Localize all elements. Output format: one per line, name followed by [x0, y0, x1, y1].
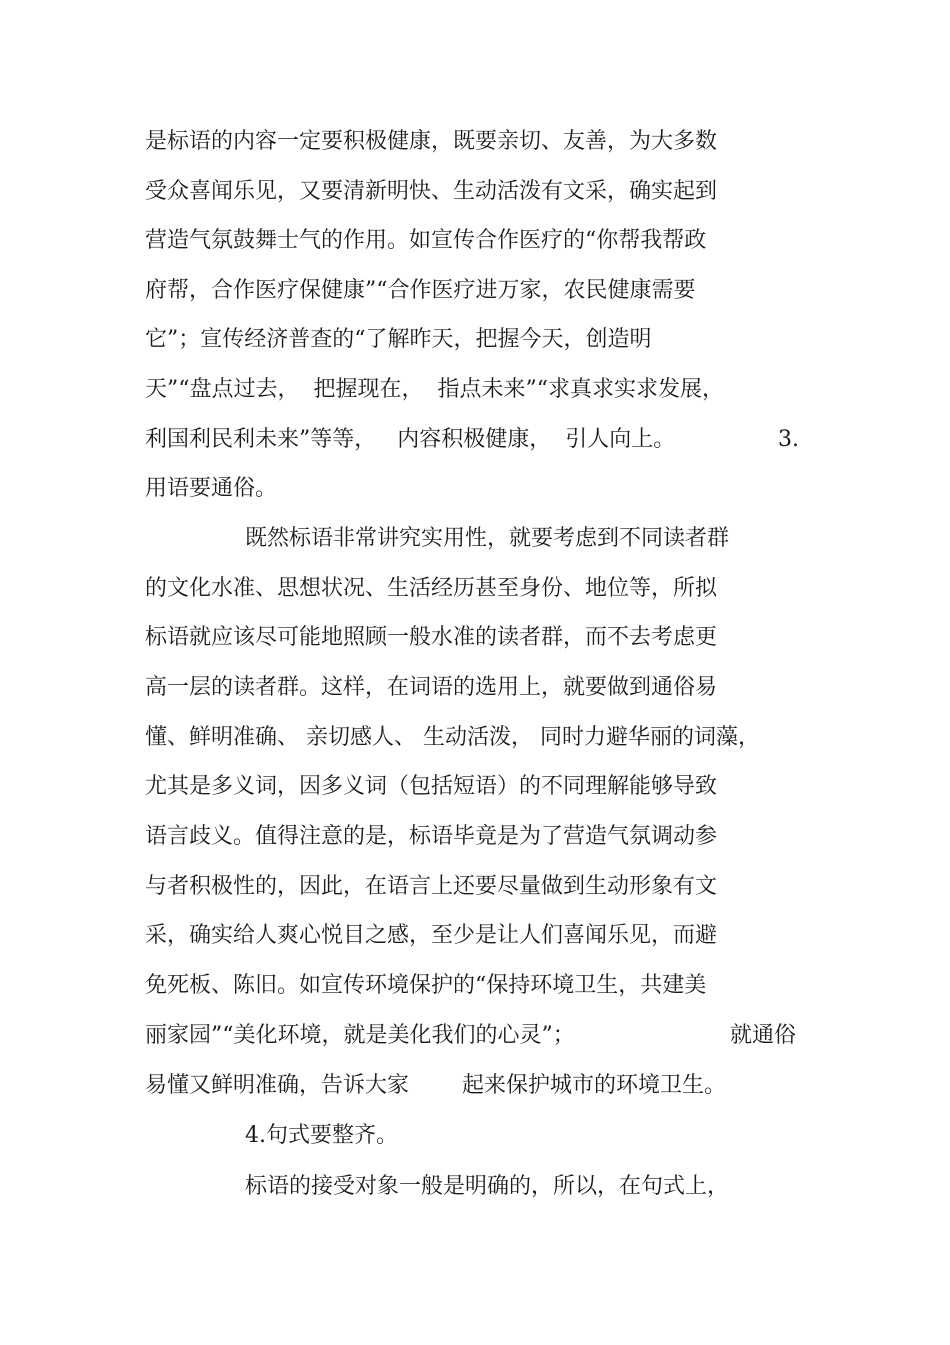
text-line-6: 天”“盘点过去， 把握现在， 指点未来”“求真求实求发展， — [145, 377, 724, 402]
text-line-18: 免死板、陈旧。如宣传环境保护的“保持环境卫生，共建美 — [145, 973, 707, 998]
text-line-10: 的文化水准、思想状况、生活经历甚至身份、地位等，所拟 — [145, 576, 718, 601]
text-line-17: 采，确实给人爽心悦目之感，至少是让人们喜闻乐见，而避 — [145, 923, 718, 948]
text-line-12: 高一层的读者群。这样，在词语的选用上，就要做到通俗易 — [145, 675, 718, 700]
text-line-1: 是标语的内容一定要积极健康，既要亲切、友善，为大多数 — [145, 129, 718, 154]
text-line-16: 与者积极性的，因此，在语言上还要尽量做到生动形象有文 — [145, 874, 718, 899]
section-number-3: 3. — [778, 427, 799, 452]
text-line-11: 标语就应该尽可能地照顾一般水准的读者群，而不去考虑更 — [145, 625, 718, 650]
text-line-14: 尤其是多义词，因多义词（包括短语）的不同理解能够导致 — [145, 774, 718, 799]
text-line-15: 语言歧义。值得注意的是，标语毕竟是为了营造气氛调动参 — [145, 824, 718, 849]
text-line-13: 懂、鲜明准确、 亲切感人、 生动活泼， 同时力避华丽的词藻， — [145, 725, 760, 750]
text-line-21: 标语的接受对象一般是明确的，所以，在句式上， — [245, 1174, 730, 1199]
text-line-20b: 起来保护城市的环境卫生。 — [462, 1073, 727, 1098]
text-line-9: 既然标语非常讲究实用性，就要考虑到不同读者群 — [245, 526, 730, 551]
heading-4: 4.句式要整齐。 — [245, 1123, 398, 1148]
text-line-8: 用语要通俗。 — [145, 476, 278, 501]
text-line-4: 府帮，合作医疗保健康”“合作医疗进万家，农民健康需要 — [145, 278, 696, 303]
text-line-19: 丽家园”“美化环境，就是美化我们的心灵”； — [145, 1023, 575, 1048]
text-line-19b: 就通俗 — [730, 1023, 797, 1048]
text-line-2: 受众喜闻乐见，又要清新明快、生动活泼有文采，确实起到 — [145, 179, 718, 204]
text-line-20: 易懂又鲜明准确，告诉大家 — [145, 1073, 410, 1098]
text-line-5: 它”；宣传经济普查的“了解昨天，把握今天，创造明 — [145, 327, 652, 352]
text-line-3: 营造气氛鼓舞士气的作用。如宣传合作医疗的“你帮我帮政 — [145, 228, 707, 253]
text-line-7: 利国利民利未来”等等， 内容积极健康， 引人向上。 — [145, 427, 676, 452]
